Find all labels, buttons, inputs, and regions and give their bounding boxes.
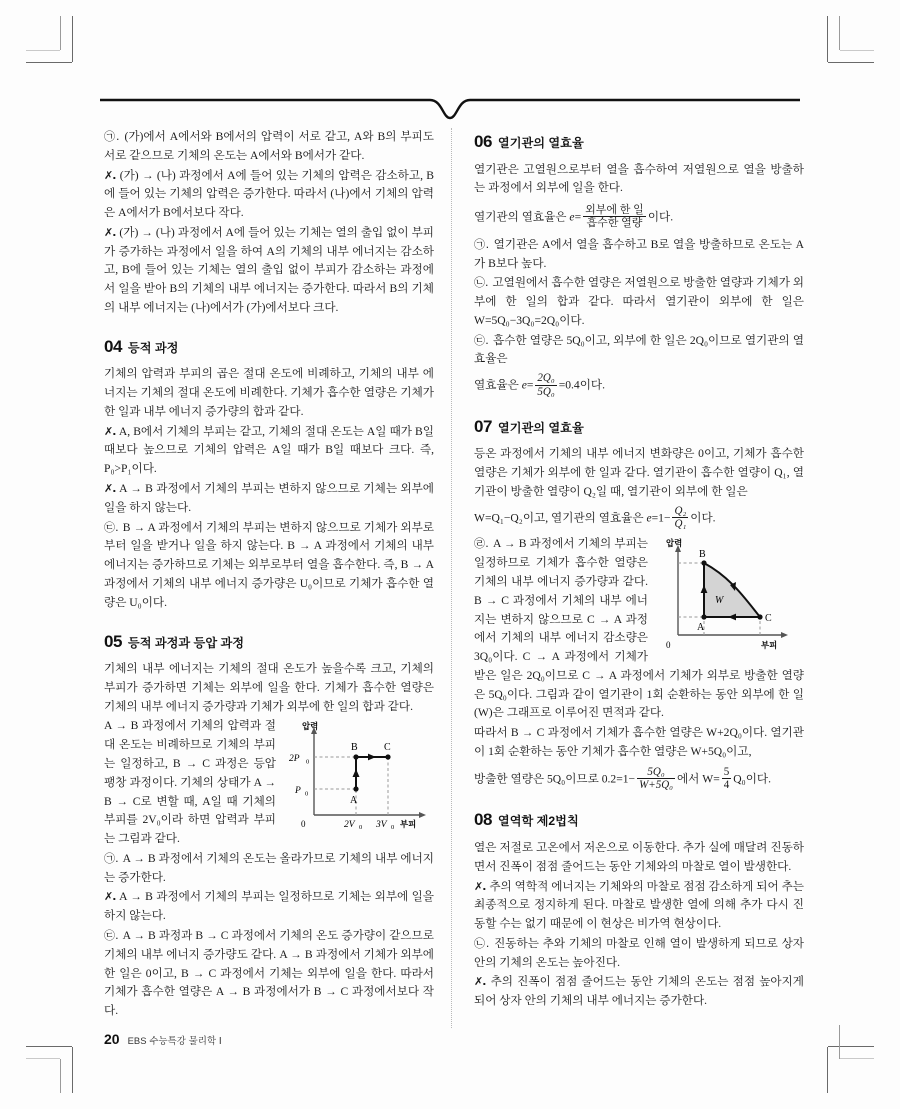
section-number: 08 bbox=[474, 810, 492, 830]
mark-circled-digeut: ㉢. bbox=[104, 928, 119, 942]
svg-text:압력: 압력 bbox=[666, 538, 683, 549]
pv-diagram-2 bbox=[656, 535, 804, 653]
answer-text: A → B 과정에서 기체의 부피는 일정하므로 기체는 외부에 일을 하지 않는다. bbox=[104, 890, 434, 923]
formula-mid-text: 에서 W= bbox=[676, 772, 720, 786]
section-lead: 기체의 압력과 부피의 곱은 절대 온도에 비례하고, 기체의 내부 에너지는 기체의 절대 온도에 비례한다. 기체가 흡수한 열량은 기체가 한 일과 내부 에너지 증가량의 합과 같다. bbox=[104, 367, 434, 418]
section-lead: 열기관은 고열원으로부터 열을 흡수하여 저열원으로 열을 방출하는 과정에서 외부에 일을 한다. bbox=[474, 162, 804, 195]
svg-text:C: C bbox=[765, 613, 772, 625]
section-number: 06 bbox=[474, 132, 492, 151]
svg-text:0: 0 bbox=[301, 819, 306, 830]
crop-mark-top-right bbox=[812, 16, 874, 78]
answer-text: 흡수한 열량은 5Q₀이고, 외부에 한 일은 2Q₀이므로 열기관의 열효율은 bbox=[474, 333, 804, 366]
formula-result: Q₀이다. bbox=[733, 772, 771, 786]
section-heading-07 bbox=[474, 413, 804, 441]
svg-text:0: 0 bbox=[391, 824, 395, 832]
mark-circled-nieun: ㉡. bbox=[474, 936, 490, 950]
svg-text:2V: 2V bbox=[344, 820, 355, 831]
section-heading-05 bbox=[104, 628, 434, 656]
answer-item bbox=[474, 973, 804, 1011]
svg-text:B: B bbox=[699, 549, 706, 561]
answer-item bbox=[104, 850, 434, 888]
section-lead-2: A → B 과정에서 기체의 압력과 절대 온도는 비례하므로 기체의 부피는 일정하고, B → C 과정은 등압 팽창 과정이다. 기체의 상태가 A → B → C로 변할 때, A일 때 기체의 부피를 2V₀이라 하면 압력과 부피는 그림과 같다. bbox=[104, 719, 276, 846]
answer-item bbox=[104, 888, 434, 926]
section-lead: 등온 과정에서 기체의 내부 에너지 변화량은 0이고, 기체가 흡수한 열량은 기체가 외부에 한 일과 같다. 열기관이 흡수한 열량이 Q₁, 열기관이 방출한 열량이 Q₂일 때, 열기관이 외부에 한 일은 bbox=[474, 447, 804, 498]
answer-text: (가) → (나) 과정에서 A에 들어 있는 기체의 압력은 감소하고, B에 들어 있는 기체의 압력은 증가한다. 따라서 (나)에서 기체의 압력은 A에서가 B에서보다 작다. bbox=[104, 168, 434, 220]
section-title: 열기관의 열효율 bbox=[497, 136, 584, 150]
formula-result: =0.4이다. bbox=[558, 378, 606, 392]
content-columns bbox=[104, 128, 804, 1028]
fraction bbox=[672, 505, 688, 531]
section-number: 07 bbox=[474, 416, 492, 436]
fraction-denominator: 5Q₀ bbox=[537, 385, 555, 398]
fraction bbox=[637, 766, 675, 792]
answer-item bbox=[104, 167, 434, 223]
mark-struck-nieun: ✗. bbox=[104, 890, 116, 904]
fraction bbox=[535, 372, 556, 398]
section-title: 등적 과정과 등압 과정 bbox=[127, 635, 245, 650]
section-lead: 열은 저절로 고온에서 저온으로 이동한다. 추가 실에 매달려 진동하면서 진폭이 점점 줄어드는 동안 기체와의 마찰로 열이 발생한다. bbox=[474, 840, 804, 873]
formula-tail-text: 이다. bbox=[690, 511, 716, 525]
svg-text:3V: 3V bbox=[376, 820, 387, 831]
mark-struck-digeut: ✗. bbox=[474, 975, 486, 989]
mark-struck-giyeok: ✗. bbox=[104, 424, 116, 438]
efficiency-definition-formula bbox=[474, 204, 804, 230]
section-number: 04 bbox=[104, 336, 122, 356]
svg-text:B: B bbox=[351, 742, 358, 754]
fraction-numerator: 2Q₀ bbox=[537, 372, 555, 385]
section-title: 등적 과정 bbox=[127, 340, 179, 355]
svg-text:0: 0 bbox=[305, 790, 309, 798]
svg-text:2P: 2P bbox=[289, 754, 300, 765]
formula-tail-text: 이다. bbox=[647, 210, 674, 224]
answer-text: 추의 진폭이 점점 줄어드는 동안 기체의 온도는 점점 높아지게 되어 상자 안의 기체의 내부 에너지는 증가한다. bbox=[474, 975, 804, 1008]
fraction-denominator: Q₁ bbox=[674, 518, 687, 531]
mark-circled-giyeok: ㉠. bbox=[474, 237, 490, 251]
mark-struck-nieun: ✗. bbox=[104, 482, 116, 496]
left-column bbox=[104, 128, 448, 1028]
answer-item bbox=[104, 519, 434, 613]
fraction-numerator: 5 bbox=[723, 765, 730, 778]
formula-variable: e bbox=[569, 210, 575, 224]
fraction bbox=[583, 204, 646, 230]
answer-text: 진동하는 추와 기체의 마찰로 인해 열이 발생하게 되므로 상자 안의 기체의 온도는 높아진다. bbox=[474, 936, 804, 969]
answer-item bbox=[474, 236, 804, 274]
fraction-denominator: W+5Q₀ bbox=[639, 779, 673, 792]
mark-circled-giyeok: ㉠. bbox=[104, 851, 119, 865]
crop-mark-bottom-right bbox=[812, 1031, 874, 1093]
efficiency-result-formula: 열효율은 e= $\frac{\text{2Q₀}}{\text{5Q₀}}$ =0.4이다. bbox=[474, 372, 606, 398]
answer-text: A, B에서 기체의 부피는 같고, 기체의 절대 온도는 A일 때가 B일 때보다 높으므로 기체의 압력은 A일 때가 B일 때보다 크다. 즉, P₀>P₁이다. bbox=[104, 424, 434, 476]
section-number: 05 bbox=[104, 631, 122, 651]
formula-variable: e bbox=[646, 511, 652, 525]
svg-text:0: 0 bbox=[306, 758, 310, 766]
heat-engine-efficiency-formula bbox=[474, 505, 804, 531]
svg-text:0: 0 bbox=[666, 640, 671, 651]
section-heading-08 bbox=[474, 806, 804, 834]
svg-text:0: 0 bbox=[359, 824, 363, 832]
mark-circled-nieun: ㉡. bbox=[474, 276, 489, 290]
svg-text:부피: 부피 bbox=[761, 640, 778, 651]
answer-item bbox=[104, 224, 434, 318]
formula-equals: =1− bbox=[651, 511, 671, 525]
section-heading-06 bbox=[474, 128, 804, 156]
answer-text: (가)에서 A에서와 B에서의 압력이 서로 같고, A와 B의 부피도 서로 같으므로 기체의 온도는 A에서와 B에서가 같다. bbox=[104, 130, 434, 162]
answer-text: A → B 과정과 B → C 과정에서 기체의 온도 증가량이 같으므로 기체의 내부 에너지 증가량도 같다. A → B 과정에서 기체가 외부에 한 일은 0이고, B → C 과정에서 기체는 외부에 일을 한다. 따라서 기체가 흡수한 열량은 A → B 과정에서가 B → C 과정에서보다 작다. bbox=[104, 928, 434, 1018]
section-tail-1: 따라서 B → C 과정에서 기체가 흡수한 열량은 W+2Q₀이다. 열기관이 1회 순환하는 동안 기체가 흡수한 열량은 W+5Q₀이고, bbox=[474, 726, 804, 758]
section-title: 열역학 제2법칙 bbox=[497, 814, 579, 829]
section-title: 열기관의 열효율 bbox=[497, 420, 584, 435]
formula-equals: = bbox=[574, 210, 582, 224]
svg-text:부피: 부피 bbox=[400, 819, 417, 830]
section-heading-04 bbox=[104, 333, 434, 361]
svg-text:W: W bbox=[715, 595, 724, 607]
answer-text: 추의 역학적 에너지는 기체와의 마찰로 점점 감소하게 되어 추는 최종적으로 정지하게 된다. 마찰로 발생한 열에 의해 추가 다시 진동할 수는 없기 때문에 이 현상은 비가역 현상이다. bbox=[474, 879, 804, 931]
formula-equals: = bbox=[526, 378, 534, 392]
final-work-formula bbox=[474, 766, 804, 792]
answer-item bbox=[104, 423, 434, 479]
fraction-denominator: 4 bbox=[723, 779, 730, 792]
mark-circled-giyeok: ㉠. bbox=[104, 130, 120, 143]
answer-item bbox=[104, 927, 434, 1021]
svg-text:A: A bbox=[697, 622, 705, 634]
formula-variable: e bbox=[521, 378, 527, 392]
svg-text:P: P bbox=[295, 786, 301, 797]
mark-circled-digeut: ㉢. bbox=[474, 333, 489, 347]
formula-lead-text: 방출한 열량은 5Q₀이므로 0.2=1− bbox=[474, 772, 636, 786]
fraction-numerator: 외부에 한 일 bbox=[585, 204, 644, 217]
svg-text:압력: 압력 bbox=[302, 721, 319, 732]
answer-text: 고열원에서 흡수한 열량은 저열원으로 방출한 열량과 기체가 외부에 한 일의 합과 같다. 따라서 열기관이 외부에 한 일은 W=5Q₀−3Q₀=2Q₀이다. bbox=[474, 276, 805, 327]
mark-struck-digeut: ✗. bbox=[104, 225, 116, 239]
formula-lead-text: W=Q₁−Q₂이고, 열기관의 열효율은 bbox=[474, 511, 644, 525]
answer-item bbox=[104, 128, 434, 166]
answer-item bbox=[474, 332, 804, 370]
formula-intro-text: 열기관의 열효율은 bbox=[474, 210, 567, 224]
answer-text: A → B 과정에서 기체의 부피는 변하지 않으므로 기체는 외부에 일을 하지 않는다. bbox=[104, 482, 434, 514]
crop-mark-top-left bbox=[26, 16, 88, 78]
page-number: 20 bbox=[104, 1031, 120, 1047]
mark-struck-giyeok: ✗. bbox=[474, 879, 486, 893]
answer-text: 열기관은 A에서 열을 흡수하고 B로 열을 방출하므로 온도는 A가 B보다 높다. bbox=[474, 237, 804, 270]
svg-text:C: C bbox=[384, 742, 391, 754]
answer-text: (가) → (나) 과정에서 A에 들어 있는 기체는 열의 출입 없이 부피가 증가하는 과정에서 일을 하여 A의 기체의 내부 에너지는 감소하고, B에 들어 있는 기체는 열의 출입 없이 부피가 감소하는 과정에서 일을 받아 B의 기체의 내부 에너지는 증가한다. 따라서 B의 기체의 내부 에너지는 (나)에서가 (가)에서보다 크다. bbox=[104, 225, 434, 315]
fraction-denominator: 흡수한 열량 bbox=[583, 216, 646, 229]
fraction-numerator: Q₂ bbox=[674, 504, 687, 517]
crop-mark-bottom-left bbox=[26, 1031, 88, 1093]
right-column bbox=[448, 128, 804, 1028]
answer-text: B → A 과정에서 기체의 부피는 변하지 않으므로 기체가 외부로부터 일을 받거나 일을 하지 않는다. B → A 과정에서 기체의 내부 에너지는 증가하므로 기체는 외부로부터 열을 흡수한다. 즉, B → A 과정에서 기체의 내부 에너지 증가량은 U₀이므로 기체가 흡수한 열량은 U₀이다. bbox=[104, 520, 434, 609]
mark-circled-rieul: ㉣. bbox=[474, 537, 489, 551]
svg-text:A: A bbox=[350, 795, 358, 807]
fraction-numerator: 5Q₀ bbox=[647, 765, 665, 778]
top-divider-ornament bbox=[100, 96, 800, 122]
pv-diagram-2-svg bbox=[656, 535, 804, 653]
pv-diagram-1 bbox=[284, 719, 434, 831]
answer-text: A → B 과정에서 기체의 부피는 일정하므로 기체가 흡수한 열량은 기체의 내부 에너지 증가량과 같다. B → C 과정에서 기체의 내부 에너지는 변하지 않으므로 C → A 과정에서 기체의 내부 에너지 감소량은 3Q₀이다. C → A 과정에서 기체가 받은 일은 2Q₀이므로 C → A 과정에서 기체가 외부로 방출한 열량은 5Q₀이다. 그림과 같이 열기관이 1회 순환하는 동안 외부에 한 일(W)은 그래프로 이루어진 면적과 같다. bbox=[474, 537, 804, 720]
answer-item bbox=[474, 935, 804, 973]
section-lead: 기체의 내부 에너지는 기체의 절대 온도가 높을수록 크고, 기체의 부피가 증가하면 기체는 외부에 일을 한다. 기체가 흡수한 열량은 기체의 내부 에너지 증가량과 기체가 외부에 한 일의 합과 같다. bbox=[104, 662, 434, 713]
answer-item bbox=[104, 480, 434, 518]
answer-item bbox=[474, 878, 804, 934]
book-title: EBS 수능특강 물리학 Ⅰ bbox=[127, 1035, 222, 1046]
answer-item bbox=[474, 274, 804, 330]
fraction bbox=[722, 766, 732, 792]
mark-struck-nieun: ✗. bbox=[104, 168, 116, 182]
pv-diagram-1-svg bbox=[284, 719, 434, 831]
mark-circled-digeut: ㉢. bbox=[104, 520, 119, 534]
answer-text: A → B 과정에서 기체의 온도는 올라가므로 기체의 내부 에너지는 증가한다. bbox=[104, 851, 434, 884]
page-footer bbox=[104, 1031, 222, 1047]
